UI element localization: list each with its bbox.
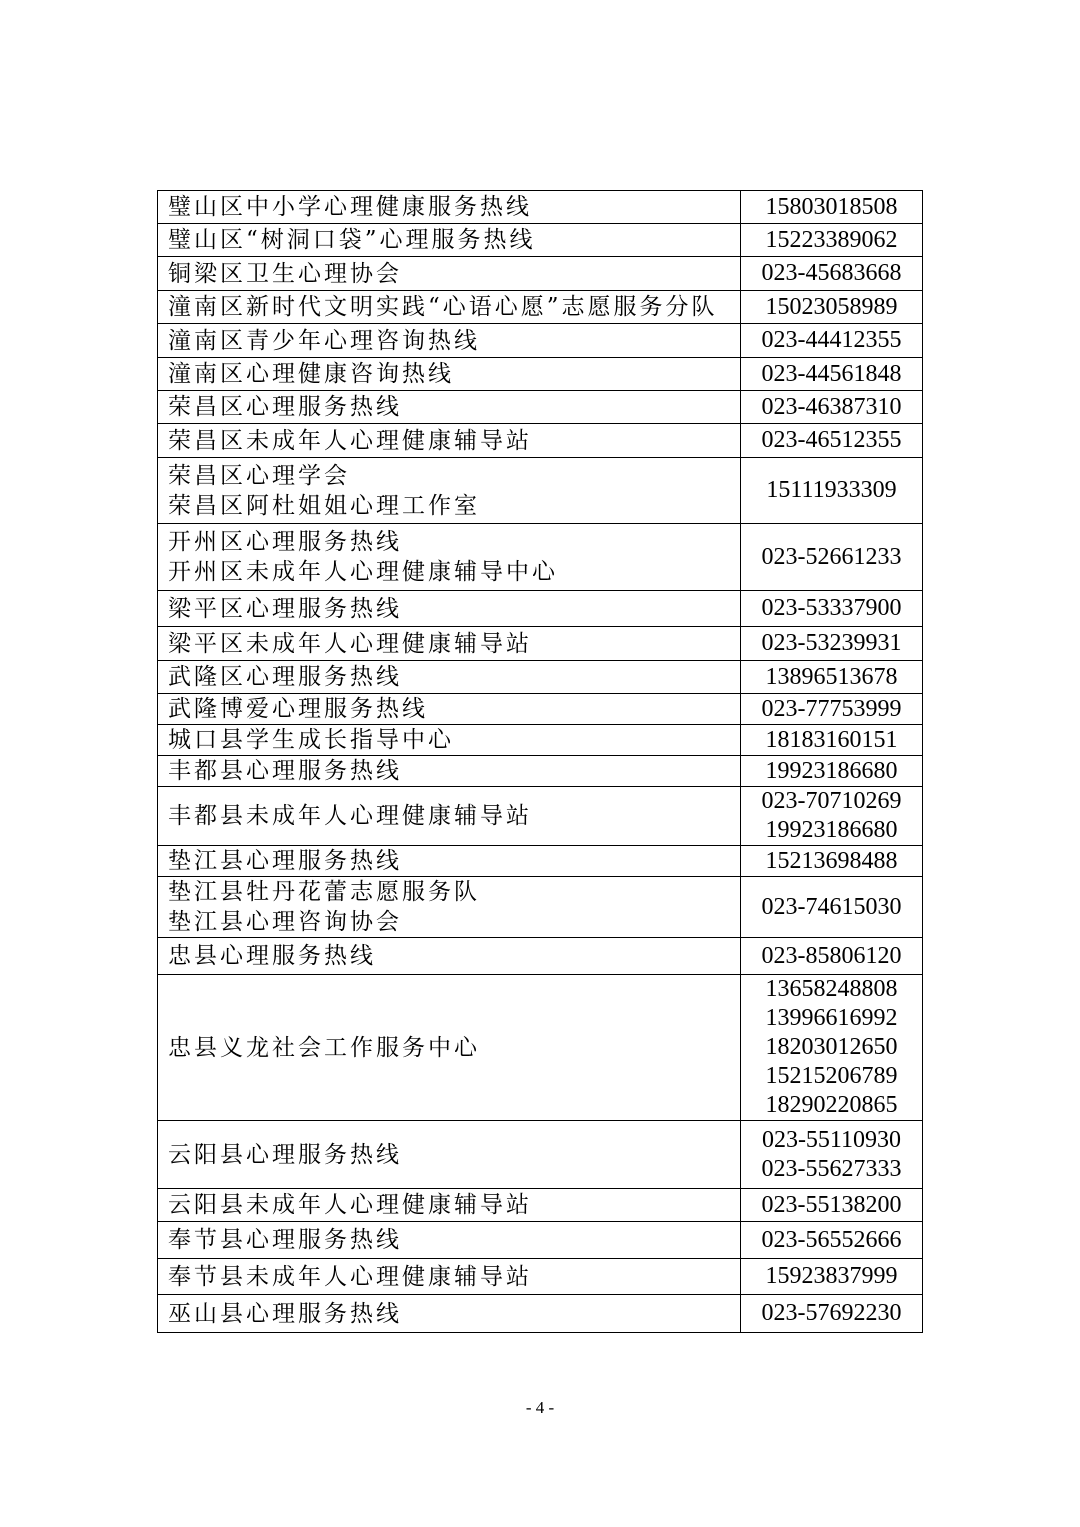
- phone-number: 13896513678: [765, 663, 898, 690]
- organization-name: 丰都县心理服务热线: [168, 758, 402, 784]
- phone-number: 023-77753999: [761, 695, 902, 722]
- phone-number: 15215206789: [765, 1063, 898, 1089]
- table-row: [158, 725, 923, 756]
- phone-cell: [741, 1222, 923, 1259]
- organization-name-cell: [158, 661, 741, 694]
- organization-name: 荣昌区心理学会: [168, 462, 350, 489]
- organization-name-cell: [158, 458, 741, 524]
- phone-number: 023-46512355: [761, 427, 902, 453]
- organization-name-cell: [158, 291, 741, 324]
- table-row: [158, 756, 923, 787]
- phone-cell: [741, 1295, 923, 1333]
- organization-name-cell: [158, 358, 741, 391]
- table-row: [158, 1222, 923, 1259]
- phone-number: 19923186680: [765, 817, 898, 843]
- table-body: [158, 191, 923, 1333]
- phone-cell: [741, 938, 923, 975]
- organization-name: 荣昌区未成年人心理健康辅导站: [168, 427, 532, 454]
- organization-name: 梁平区心理服务热线: [168, 595, 402, 622]
- phone-number: 15223389062: [765, 226, 898, 253]
- organization-name: 潼南区新时代文明实践“心语心愿”志愿服务分队: [168, 294, 718, 320]
- organization-name: 忠县义龙社会工作服务中心: [168, 1034, 480, 1061]
- phone-number: 13996616992: [765, 1005, 898, 1031]
- phone-number: 023-44412355: [761, 327, 902, 353]
- table-row: [158, 1259, 923, 1295]
- organization-name: 荣昌区阿杜姐姐心理工作室: [168, 492, 480, 519]
- phone-cell: [741, 591, 923, 627]
- phone-number: 023-52661233: [761, 543, 902, 570]
- organization-name: 巫山县心理服务热线: [168, 1300, 402, 1327]
- phone-cell: [741, 424, 923, 458]
- phone-number: 15023058989: [765, 293, 898, 320]
- organization-name-cell: [158, 524, 741, 591]
- phone-number: 023-57692230: [761, 1300, 902, 1326]
- phone-number: 023-55138200: [761, 1191, 902, 1218]
- phone-cell: [741, 1189, 923, 1222]
- phone-number: 15213698488: [765, 847, 898, 874]
- phone-cell: [741, 224, 923, 257]
- organization-name: 忠县心理服务热线: [168, 943, 376, 969]
- table-row: [158, 787, 923, 846]
- organization-name: 城口县学生成长指导中心: [168, 727, 454, 753]
- organization-name: 开州区心理服务热线: [168, 529, 402, 555]
- organization-name-cell: [158, 725, 741, 756]
- organization-name-cell: [158, 877, 741, 938]
- phone-cell: [741, 524, 923, 591]
- organization-name-cell: [158, 1189, 741, 1222]
- organization-name: 梁平区未成年人心理健康辅导站: [168, 630, 532, 657]
- phone-number: 023-53239931: [761, 630, 902, 656]
- phone-cell: [741, 391, 923, 424]
- table-row: [158, 358, 923, 391]
- phone-cell: [741, 787, 923, 846]
- phone-number: 13658248808: [765, 976, 898, 1002]
- table-row: [158, 324, 923, 358]
- organization-name-cell: [158, 787, 741, 846]
- phone-cell: [741, 877, 923, 938]
- table-row: [158, 1295, 923, 1333]
- phone-number: 18290220865: [765, 1092, 898, 1118]
- organization-name-cell: [158, 1222, 741, 1259]
- phone-number: 15803018508: [765, 193, 898, 220]
- phone-number: 023-56552666: [761, 1226, 902, 1253]
- phone-cell: [741, 191, 923, 224]
- phone-cell: [741, 694, 923, 725]
- table-row: [158, 661, 923, 694]
- phone-number: 023-53337900: [761, 595, 902, 621]
- table-row: [158, 975, 923, 1121]
- table-row: [158, 846, 923, 877]
- phone-number: 023-70710269: [761, 788, 902, 814]
- phone-cell: [741, 458, 923, 524]
- page-number: - 4 -: [525, 1398, 555, 1417]
- phone-number: 18203012650: [765, 1034, 898, 1060]
- organization-name-cell: [158, 257, 741, 291]
- phone-number: 15111933309: [766, 477, 897, 503]
- phone-cell: [741, 975, 923, 1121]
- table-row: [158, 191, 923, 224]
- organization-name: 奉节县未成年人心理健康辅导站: [168, 1263, 532, 1290]
- phone-number: 023-45683668: [761, 260, 902, 286]
- table-row: [158, 291, 923, 324]
- organization-name: 潼南区心理健康咨询热线: [168, 361, 454, 387]
- organization-name-cell: [158, 591, 741, 627]
- organization-name: 开州区未成年人心理健康辅导中心: [168, 559, 558, 585]
- phone-number: 023-55110930: [761, 1126, 902, 1153]
- organization-name-cell: [158, 191, 741, 224]
- phone-cell: [741, 324, 923, 358]
- phone-number: 19923186680: [765, 757, 898, 784]
- phone-number: 023-55627333: [761, 1155, 902, 1182]
- phone-number: 023-85806120: [761, 942, 902, 969]
- table-row: [158, 257, 923, 291]
- organization-name: 璧山区中小学心理健康服务热线: [168, 194, 532, 220]
- organization-name-cell: [158, 324, 741, 358]
- hotline-table: [157, 190, 923, 1333]
- organization-name-cell: [158, 224, 741, 257]
- table-row: [158, 627, 923, 661]
- phone-number: 15923837999: [765, 1263, 898, 1289]
- table-row: [158, 591, 923, 627]
- table-row: [158, 524, 923, 591]
- organization-name: 丰都县未成年人心理健康辅导站: [168, 803, 532, 829]
- table-row: [158, 424, 923, 458]
- organization-name-cell: [158, 424, 741, 458]
- organization-name-cell: [158, 756, 741, 787]
- table-row: [158, 458, 923, 524]
- phone-cell: [741, 1259, 923, 1295]
- organization-name: 武隆博爱心理服务热线: [168, 696, 428, 722]
- table-row: [158, 938, 923, 975]
- phone-cell: [741, 257, 923, 291]
- table-row: [158, 877, 923, 938]
- organization-name: 垫江县牡丹花蕾志愿服务队: [168, 879, 480, 905]
- organization-name-cell: [158, 694, 741, 725]
- organization-name: 垫江县心理服务热线: [168, 848, 402, 874]
- phone-cell: [741, 725, 923, 756]
- organization-name: 潼南区青少年心理咨询热线: [168, 327, 480, 354]
- phone-number: 023-74615030: [761, 893, 902, 920]
- phone-number: 023-44561848: [761, 360, 902, 387]
- phone-cell: [741, 846, 923, 877]
- organization-name: 奉节县心理服务热线: [168, 1227, 402, 1253]
- organization-name-cell: [158, 1259, 741, 1295]
- table-row: [158, 1189, 923, 1222]
- table-row: [158, 224, 923, 257]
- organization-name: 武隆区心理服务热线: [168, 664, 402, 690]
- organization-name-cell: [158, 391, 741, 424]
- organization-name: 垫江县心理咨询协会: [168, 909, 402, 935]
- phone-cell: [741, 756, 923, 787]
- table-row: [158, 694, 923, 725]
- organization-name: 云阳县未成年人心理健康辅导站: [168, 1192, 532, 1218]
- phone-number: 023-46387310: [761, 393, 902, 420]
- organization-name-cell: [158, 938, 741, 975]
- phone-cell: [741, 661, 923, 694]
- phone-cell: [741, 1121, 923, 1189]
- table-row: [158, 1121, 923, 1189]
- phone-cell: [741, 291, 923, 324]
- table-row: [158, 391, 923, 424]
- organization-name-cell: [158, 1121, 741, 1189]
- organization-name: 荣昌区心理服务热线: [168, 394, 402, 420]
- phone-number: 18183160151: [765, 726, 898, 753]
- phone-cell: [741, 358, 923, 391]
- organization-name-cell: [158, 975, 741, 1121]
- organization-name-cell: [158, 1295, 741, 1333]
- phone-cell: [741, 627, 923, 661]
- organization-name-cell: [158, 846, 741, 877]
- organization-name-cell: [158, 627, 741, 661]
- organization-name: 璧山区“树洞口袋”心理服务热线: [168, 227, 536, 253]
- organization-name: 云阳县心理服务热线: [168, 1141, 402, 1168]
- organization-name: 铜梁区卫生心理协会: [168, 260, 402, 287]
